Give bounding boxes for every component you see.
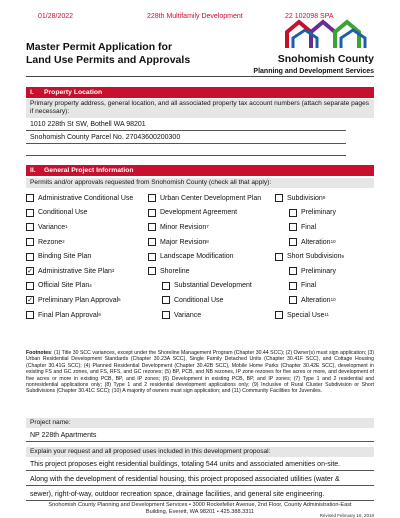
county-logo-icon: [281, 18, 371, 54]
checkbox-icon[interactable]: [26, 209, 34, 217]
checkbox-icon[interactable]: [26, 253, 34, 261]
department-name: Planning and Development Services: [253, 68, 374, 75]
document-title: [26, 41, 226, 66]
checkbox-icon[interactable]: [275, 253, 283, 261]
permit-option[interactable]: Official Site Plan 4: [26, 282, 148, 290]
county-name: Snohomish County: [277, 53, 374, 65]
title-line-1: Master Permit Application for: [26, 41, 173, 53]
permit-checkbox-grid: [26, 191, 374, 322]
permit-option[interactable]: [275, 282, 374, 290]
permit-option-label: Short Subdivision: [287, 253, 342, 261]
checkbox-icon[interactable]: [148, 238, 156, 246]
checkbox-icon[interactable]: [162, 311, 170, 319]
checkbox-icon[interactable]: [162, 296, 170, 304]
permit-option[interactable]: [148, 253, 275, 261]
permit-option[interactable]: [275, 209, 374, 217]
stamp-date: 01/28/2022: [38, 13, 74, 20]
checkbox-icon[interactable]: [275, 194, 283, 202]
permit-row: [26, 308, 374, 323]
permit-option[interactable]: [26, 253, 148, 261]
permit-row: [26, 235, 374, 250]
checkbox-icon[interactable]: [162, 282, 170, 290]
permit-option[interactable]: [148, 194, 275, 202]
description-line[interactable]: Along with the development of residential housing, this project proposed associated utilities (water &: [26, 475, 374, 486]
checkbox-icon[interactable]: [148, 209, 156, 217]
permit-option[interactable]: Variance 1: [26, 223, 148, 231]
checkbox-icon[interactable]: [26, 223, 34, 231]
section-number: I.: [30, 89, 34, 96]
footer-address-line-1: Snohomish County Planning and Development Services • 3000 Rockefeller Avenue, 2nd Floor, County Administration-East: [48, 502, 352, 508]
checkbox-checked-icon[interactable]: ✓: [27, 267, 33, 275]
permit-option-label: Subdivision: [287, 194, 323, 202]
permit-option-label: Minor Revision: [160, 223, 207, 231]
permit-option-label: Administrative Conditional Use: [38, 194, 134, 202]
permit-row: [26, 293, 374, 308]
permit-option-label: Alteration: [301, 238, 331, 246]
permit-option-label: Final: [301, 282, 317, 290]
stamp-permit-id: 22 102098 SPA: [285, 13, 334, 20]
checkbox-icon[interactable]: [289, 223, 297, 231]
checkbox-icon[interactable]: [148, 267, 156, 275]
checkbox-icon[interactable]: [26, 282, 34, 290]
permit-option-label: Binding Site Plan: [38, 253, 92, 261]
footnotes: [26, 350, 374, 395]
checkbox-icon[interactable]: [26, 238, 34, 246]
permit-option[interactable]: Minor Revision 7: [148, 223, 275, 231]
checkbox-icon[interactable]: [289, 282, 297, 290]
permit-option[interactable]: Rezone 2: [26, 238, 148, 246]
permit-option-label: Variance: [38, 223, 66, 231]
permit-row: [26, 249, 374, 264]
permit-option[interactable]: [275, 223, 374, 231]
permit-option[interactable]: [148, 209, 275, 217]
checkbox-icon[interactable]: [26, 311, 34, 319]
permit-option[interactable]: [148, 282, 275, 290]
permit-row: [26, 206, 374, 221]
permit-option[interactable]: [148, 311, 275, 319]
footer-address-line-2: Building, Everett, WA 98201 • 425.388.3311: [145, 509, 255, 515]
checkbox-icon[interactable]: [289, 238, 297, 246]
permits-instruction: Permits and/or approvals requested from Snohomish County (check all that apply):: [26, 178, 374, 188]
permit-option-label: Alteration: [301, 296, 331, 304]
description-line[interactable]: This project proposes eight residential buildings, totaling 544 units and associated amenities on-site.: [26, 460, 374, 471]
permit-option-label: Preliminary: [301, 209, 337, 217]
permit-option-label: Substantial Development: [174, 282, 252, 290]
permit-option-label: Major Revision: [160, 238, 207, 246]
section-number: II.: [30, 167, 36, 174]
checkbox-icon[interactable]: [148, 253, 156, 261]
permit-row: [26, 220, 374, 235]
checkbox-icon[interactable]: [148, 223, 156, 231]
permit-option-label: Conditional Use: [174, 296, 224, 304]
parcel-number-field[interactable]: Snohomish County Parcel No. 27043600200300: [26, 133, 346, 144]
permit-option[interactable]: [26, 194, 148, 202]
permit-option[interactable]: [148, 296, 275, 304]
permit-option[interactable]: [148, 267, 275, 275]
permit-option-label: Variance: [174, 311, 202, 319]
permit-option-label: Special Use: [287, 311, 325, 319]
permit-option-label: Preliminary Plan Approval: [38, 296, 119, 304]
permit-row: [26, 279, 374, 294]
checkbox-icon[interactable]: [275, 311, 283, 319]
permit-option-label: Final: [301, 223, 317, 231]
footnotes-label: Footnotes: [26, 350, 52, 356]
checkbox-icon[interactable]: [289, 267, 297, 275]
project-name-label: Project name:: [26, 418, 374, 428]
permit-option-label: Conditional Use: [38, 209, 88, 217]
section-general-project-header: [26, 165, 374, 176]
permit-option[interactable]: Final Plan Approval 6: [26, 311, 148, 319]
section-title: Property Location: [44, 89, 103, 96]
permit-option-label: Final Plan Approval: [38, 311, 99, 319]
permit-option-label: Official Site Plan: [38, 282, 90, 290]
permit-row: [26, 191, 374, 206]
section-property-location-header: [26, 87, 374, 98]
section-title: General Project Information: [44, 167, 134, 174]
permit-option[interactable]: Major Revision 8: [148, 238, 275, 246]
permit-option[interactable]: ✓ Administrative Site Plan 3: [27, 267, 115, 275]
permit-option[interactable]: Short Subdivision 9: [275, 253, 374, 261]
county-header: [253, 53, 374, 76]
checkbox-checked-icon[interactable]: ✓: [27, 296, 33, 304]
permit-option-label: Shoreline: [160, 267, 190, 275]
title-line-2: Land Use Permits and Approvals: [26, 53, 191, 66]
stamp-project-name: 228th Multifamily Development: [147, 13, 243, 20]
permit-option[interactable]: Alteration 10: [275, 296, 374, 304]
permit-option-label: Development Agreement: [160, 209, 238, 217]
permit-option-label: Landscape Modification: [160, 253, 234, 261]
permit-option-label: Urban Center Development Plan: [160, 194, 262, 202]
permit-option[interactable]: Special Use 11: [275, 311, 374, 319]
checkbox-icon[interactable]: [289, 296, 297, 304]
permit-option[interactable]: ✓ Preliminary Plan Approval 5: [27, 296, 121, 304]
permit-option[interactable]: [26, 209, 148, 217]
project-name-field[interactable]: NP 228th Apartments: [26, 431, 374, 442]
description-line[interactable]: sewer), right-of-way, outdoor recreation space, drainage facilities, and general site engineering.: [26, 490, 374, 501]
permit-option[interactable]: Subdivision 9: [275, 194, 374, 202]
permit-option-label: Preliminary: [301, 267, 337, 275]
footnotes-text: : (1) Title 30 SCC variances, except under the Shoreline Management Program (Chapter 30.44 SCC); (2) Owner(s) must sign application; (3) Urban Residential Development Standards (Chapter 30.23A SCC), Single Family Detached Units (Chapter 30.41F SCC), and Cottage Housing (Chapter 30.41G SCC); (4) Planned Residential Development (Chapter 30.42B SCC), Mobile Home Parks (Chapter 30.42E SCC), development in existing FS and GC zones, and FS, RFS, and GC rezones; (5) BP, PCB, and NB rezones, IP zone rezones for five acres or more, and development of five acres or more in existing PCB, BP, and IP zones; (6) Development in existing PCB, BP, and IP zones; (7) Type 1 and 2 residential and nonresidential applications only; (8) Type 1 and 2 residential development applications only; (9) Inclusive of Rural Cluster Subdivision or Short Subdivisions (Chapter 30.41C SCC); (10) A majority of owners must sign application; and (11) Community Facilities for Juveniles.: [26, 350, 374, 395]
permit-row: [26, 264, 374, 279]
header-divider: [26, 76, 374, 77]
property-location-instruction: Primary property address, general location, and all associated property tax account numbers (attach separate pages if necessary):: [26, 99, 374, 118]
permit-option[interactable]: Alteration 10: [275, 238, 374, 246]
checkbox-icon[interactable]: [289, 209, 297, 217]
permit-option-label: Administrative Site Plan: [38, 267, 112, 275]
checkbox-icon[interactable]: [26, 194, 34, 202]
property-address-field[interactable]: 1010 228th St SW, Bothell WA 98201: [26, 120, 346, 131]
blank-entry-line[interactable]: [26, 155, 346, 156]
permit-option-label: Rezone: [38, 238, 63, 246]
checkbox-icon[interactable]: [148, 194, 156, 202]
request-explanation-label: Explain your request and all proposed uses included in this development proposal:: [26, 447, 374, 457]
revision-date: Revised February 16, 2018: [319, 513, 374, 518]
permit-option[interactable]: [275, 267, 374, 275]
